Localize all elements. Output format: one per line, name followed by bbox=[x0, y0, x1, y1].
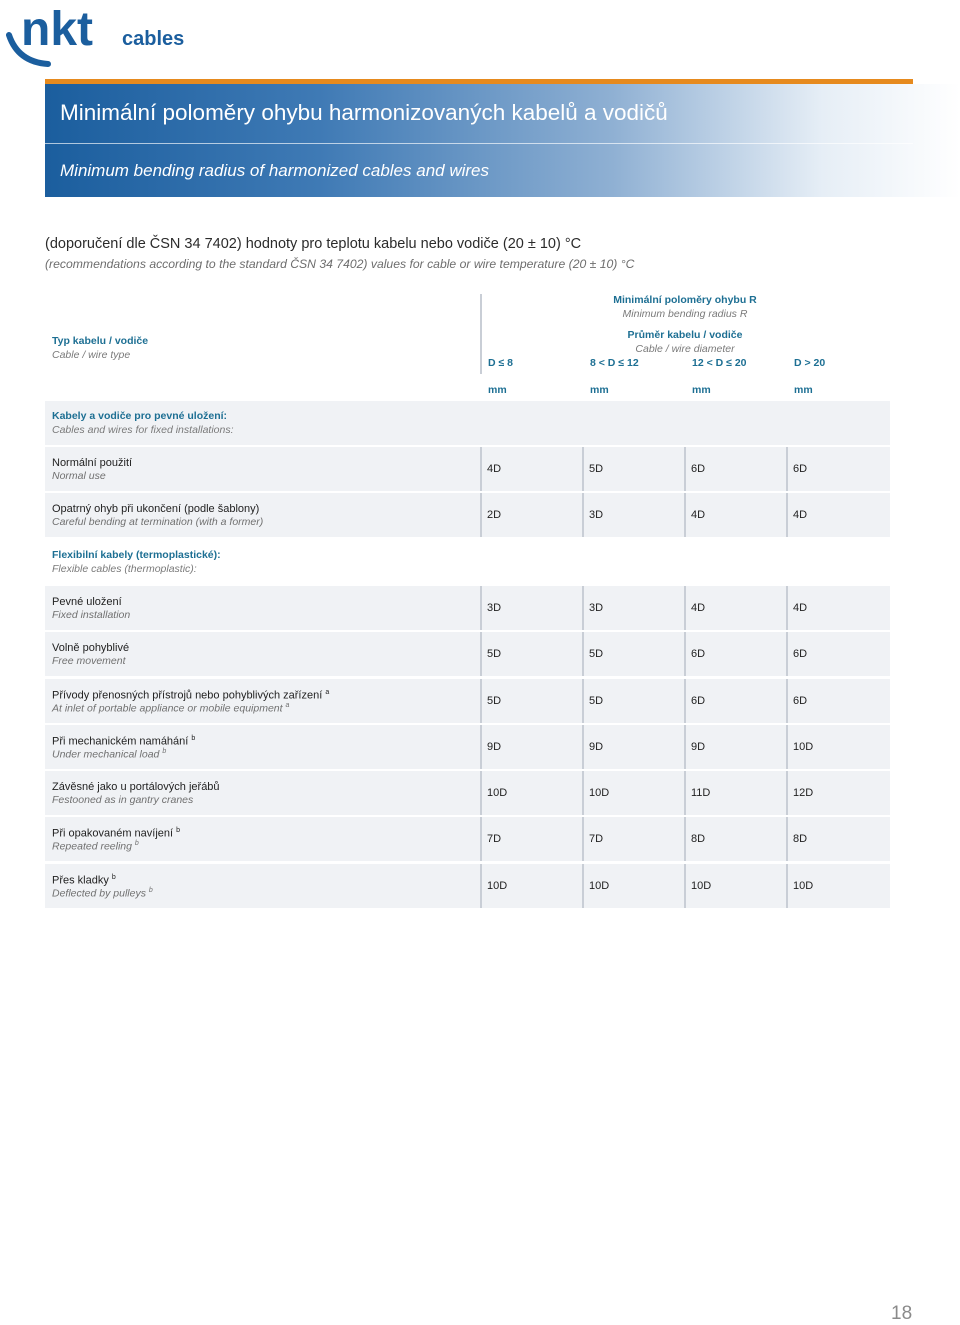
row-label-en bbox=[52, 840, 139, 853]
row-label-en bbox=[52, 794, 193, 806]
column-divider bbox=[786, 864, 788, 908]
diameter-header-en: Cable / wire diameter bbox=[635, 343, 735, 355]
column-divider bbox=[786, 725, 788, 769]
column-header-4: D > 20 bbox=[794, 357, 826, 369]
cell-value: 10D bbox=[589, 880, 610, 892]
column-divider bbox=[480, 679, 482, 723]
column-divider bbox=[684, 817, 686, 861]
row-label-en bbox=[52, 516, 263, 528]
table-row bbox=[45, 864, 890, 908]
cell-value: 7D bbox=[487, 833, 502, 845]
cell-value: 5D bbox=[487, 695, 502, 707]
column-divider bbox=[480, 771, 482, 815]
column-header-1: D ≤ 8 bbox=[488, 357, 514, 369]
column-divider bbox=[480, 586, 482, 630]
column-divider bbox=[786, 493, 788, 537]
row-label-cz-text: Volně pohyblivé bbox=[52, 642, 130, 654]
row-label-en bbox=[52, 887, 153, 900]
table-row bbox=[45, 632, 890, 676]
cell-value: 11D bbox=[691, 787, 711, 799]
row-label-cz bbox=[52, 735, 195, 748]
title-banner bbox=[45, 84, 960, 197]
cell-value: 10D bbox=[793, 880, 814, 892]
table-row bbox=[45, 771, 890, 815]
cell-value: 12D bbox=[793, 787, 814, 799]
row-label-cz bbox=[52, 457, 132, 469]
cell-value: 4D bbox=[793, 509, 808, 521]
radius-header-cz: Minimální poloměry ohybu R bbox=[613, 294, 757, 306]
section-flexible-en: Flexible cables (thermoplastic): bbox=[52, 563, 197, 575]
cell-value: 4D bbox=[793, 602, 808, 614]
row-label-cz bbox=[52, 874, 116, 887]
row-label-en-text: Repeated reeling bbox=[52, 840, 132, 853]
column-divider bbox=[480, 632, 482, 676]
footnote-mark: b bbox=[191, 735, 196, 742]
row-label-en-text: At inlet of portable appliance or mobile equipment bbox=[52, 702, 283, 715]
column-divider bbox=[684, 493, 686, 537]
row-label-cz-text: Opatrný ohyb při ukončení (podle šablony) bbox=[52, 503, 260, 515]
row-label-cz-text: Při opakovaném navíjení bbox=[52, 827, 174, 840]
column-divider bbox=[582, 817, 584, 861]
column-divider bbox=[480, 447, 482, 491]
column-divider bbox=[786, 447, 788, 491]
column-divider bbox=[684, 586, 686, 630]
svg-text:cables: cables bbox=[122, 28, 185, 50]
column-divider bbox=[480, 725, 482, 769]
cell-value: 6D bbox=[691, 695, 706, 707]
cell-value: 9D bbox=[589, 741, 604, 753]
table-row bbox=[45, 679, 890, 723]
cell-value: 6D bbox=[691, 648, 706, 660]
column-divider bbox=[684, 679, 686, 723]
row-label-en-text: Deflected by pulleys bbox=[52, 887, 146, 900]
section-fixed bbox=[45, 401, 890, 445]
cell-value: 2D bbox=[487, 509, 502, 521]
column-divider bbox=[582, 586, 584, 630]
section-fixed-en: Cables and wires for fixed installations: bbox=[52, 424, 234, 436]
column-divider bbox=[582, 632, 584, 676]
column-header-2: 8 < D ≤ 12 bbox=[590, 357, 639, 369]
row-label-en-text: Careful bending at termination (with a former) bbox=[52, 516, 264, 528]
row-label-cz-text: Při mechanickém namáhání bbox=[52, 735, 189, 748]
column-divider bbox=[582, 771, 584, 815]
footnote-mark: b bbox=[162, 748, 167, 755]
unit-1: mm bbox=[488, 384, 507, 396]
cell-value: 6D bbox=[793, 648, 808, 660]
cell-value: 6D bbox=[691, 463, 706, 475]
note-czech: (doporučení dle ČSN 34 7402) hodnoty pro teplotu kabelu nebo vodiče (20 ± 10) °C bbox=[45, 236, 582, 252]
cell-value: 8D bbox=[793, 833, 808, 845]
svg-text:nkt: nkt bbox=[21, 4, 93, 56]
column-divider bbox=[786, 586, 788, 630]
type-header-cz: Typ kabelu / vodiče bbox=[52, 335, 149, 347]
cell-value: 5D bbox=[589, 695, 604, 707]
column-divider bbox=[786, 771, 788, 815]
footnote-mark: b bbox=[176, 827, 181, 834]
cell-value: 4D bbox=[691, 509, 706, 521]
cell-value: 3D bbox=[589, 602, 604, 614]
type-header-en: Cable / wire type bbox=[52, 349, 131, 361]
row-label-cz bbox=[52, 642, 129, 654]
radius-header-en: Minimum bending radius R bbox=[622, 308, 748, 320]
footnote-mark: b bbox=[134, 840, 139, 847]
cell-value: 10D bbox=[487, 787, 508, 799]
row-label-cz bbox=[52, 827, 180, 840]
diameter-header-cz: Průměr kabelu / vodiče bbox=[627, 329, 743, 341]
row-label-cz-text: Přes kladky bbox=[52, 874, 109, 887]
table-row bbox=[45, 817, 890, 861]
table-row bbox=[45, 493, 890, 537]
unit-2: mm bbox=[590, 384, 609, 396]
footnote-mark: a bbox=[325, 689, 330, 696]
section-fixed-cz: Kabely a vodiče pro pevné uložení: bbox=[52, 410, 228, 422]
row-label-cz-text: Pevné uložení bbox=[52, 596, 122, 608]
column-divider bbox=[582, 725, 584, 769]
cell-value: 9D bbox=[691, 741, 706, 753]
column-divider bbox=[582, 864, 584, 908]
row-label-en bbox=[52, 655, 126, 667]
table-row bbox=[45, 725, 890, 769]
column-divider bbox=[684, 632, 686, 676]
cell-value: 10D bbox=[487, 880, 508, 892]
column-divider bbox=[684, 725, 686, 769]
unit-3: mm bbox=[692, 384, 711, 396]
column-header-3: 12 < D ≤ 20 bbox=[692, 357, 747, 369]
row-label-en-text: Normal use bbox=[52, 470, 106, 482]
row-label-cz bbox=[52, 596, 122, 608]
cell-value: 6D bbox=[793, 695, 808, 707]
row-label-en bbox=[52, 470, 106, 482]
cell-value: 6D bbox=[793, 463, 808, 475]
page-subtitle: Minimum bending radius of harmonized cables and wires bbox=[60, 161, 489, 180]
row-label-en bbox=[52, 748, 166, 761]
row-label-en bbox=[52, 702, 289, 715]
table-row bbox=[45, 586, 890, 630]
row-label-cz-text: Přívody přenosných přístrojů nebo pohyblivých zařízení bbox=[52, 689, 323, 702]
row-label-en bbox=[52, 609, 130, 621]
column-divider bbox=[786, 817, 788, 861]
row-label-cz bbox=[52, 781, 220, 793]
cell-value: 8D bbox=[691, 833, 706, 845]
row-label-en-text: Under mechanical load bbox=[52, 748, 160, 761]
nkt-cables-logo bbox=[6, 4, 196, 68]
page-number: 18 bbox=[891, 1303, 913, 1324]
cell-value: 3D bbox=[487, 602, 502, 614]
cell-value: 10D bbox=[691, 880, 712, 892]
column-divider bbox=[684, 771, 686, 815]
cell-value: 10D bbox=[589, 787, 610, 799]
cell-value: 5D bbox=[487, 648, 502, 660]
row-label-en-text: Festooned as in gantry cranes bbox=[52, 794, 194, 806]
cell-value: 4D bbox=[487, 463, 502, 475]
cell-value: 5D bbox=[589, 648, 604, 660]
column-divider bbox=[786, 632, 788, 676]
section-flexible bbox=[45, 540, 890, 584]
column-divider bbox=[480, 493, 482, 537]
row-label-cz bbox=[52, 503, 259, 515]
row-label-en-text: Free movement bbox=[52, 655, 126, 667]
cell-value: 9D bbox=[487, 741, 502, 753]
cell-value: 3D bbox=[589, 509, 604, 521]
banner-divider bbox=[45, 143, 913, 144]
note-english: (recommendations according to the standard ČSN 34 7402) values for cable or wire temperature (20 ± 10) °C bbox=[45, 257, 635, 271]
column-divider bbox=[480, 864, 482, 908]
row-label-cz-text: Normální použití bbox=[52, 457, 133, 469]
table-row bbox=[45, 447, 890, 491]
page-title: Minimální poloměry ohybu harmonizovaných kabelů a vodičů bbox=[60, 100, 668, 125]
column-divider bbox=[582, 679, 584, 723]
cell-value: 10D bbox=[793, 741, 814, 753]
row-label-cz bbox=[52, 689, 329, 702]
column-divider bbox=[684, 447, 686, 491]
cell-value: 7D bbox=[589, 833, 604, 845]
column-divider bbox=[684, 864, 686, 908]
footnote-mark: b bbox=[111, 874, 116, 881]
cell-value: 4D bbox=[691, 602, 706, 614]
column-divider bbox=[582, 447, 584, 491]
column-divider bbox=[582, 493, 584, 537]
row-label-en-text: Fixed installation bbox=[52, 609, 131, 621]
cell-value: 5D bbox=[589, 463, 604, 475]
section-flexible-cz: Flexibilní kabely (termoplastické): bbox=[52, 549, 221, 561]
unit-4: mm bbox=[794, 384, 813, 396]
row-label-cz-text: Závěsné jako u portálových jeřábů bbox=[52, 781, 220, 793]
footnote-mark: a bbox=[285, 702, 290, 709]
column-divider bbox=[786, 679, 788, 723]
column-divider bbox=[480, 817, 482, 861]
footnote-mark: b bbox=[148, 887, 153, 894]
